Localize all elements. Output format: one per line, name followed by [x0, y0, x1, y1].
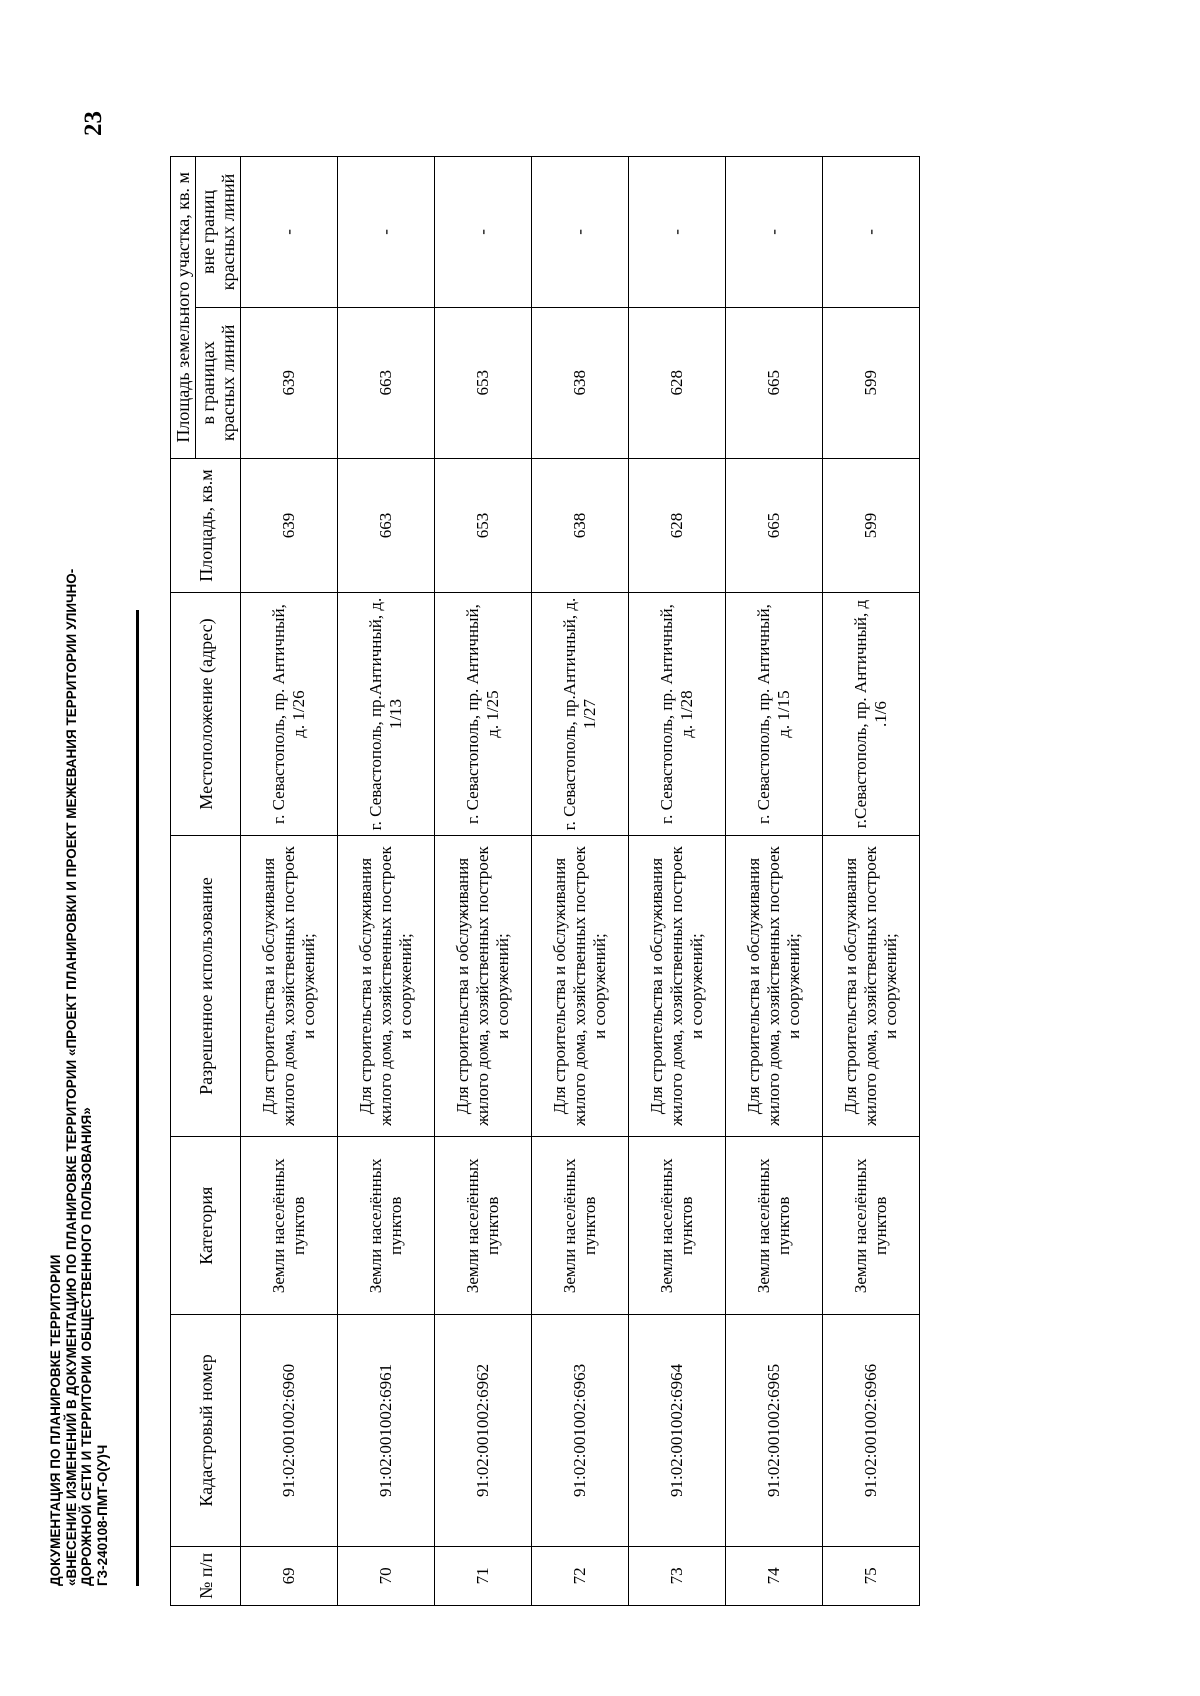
cell-outside: -: [435, 157, 532, 308]
header-outside-red-lines: вне границ красных линий: [196, 157, 241, 308]
table-header-row: [171, 157, 196, 1606]
cell-outside: -: [823, 157, 920, 308]
table-row: [823, 157, 920, 1606]
header-category: Категория: [171, 1137, 241, 1315]
cell-usage: Для строительства и обслуживания жилого дома, хозяйственных построек и сооружений;: [532, 835, 629, 1137]
header-cadastral: Кадастровый номер: [171, 1315, 241, 1547]
table-row: [241, 157, 338, 1606]
cell-usage: Для строительства и обслуживания жилого дома, хозяйственных построек и сооружений;: [823, 835, 920, 1137]
cell-category: Земли населённых пунктов: [629, 1137, 726, 1315]
document-header: [48, 386, 110, 1586]
cell-category: Земли населённых пунктов: [726, 1137, 823, 1315]
cell-cadastral: 91:02:001002:6960: [241, 1315, 338, 1547]
cell-inside: 663: [338, 307, 435, 458]
cell-outside: -: [241, 157, 338, 308]
cell-category: Земли населённых пунктов: [338, 1137, 435, 1315]
cell-num: 69: [241, 1546, 338, 1605]
cell-num: 73: [629, 1546, 726, 1605]
cell-cadastral: 91:02:001002:6963: [532, 1315, 629, 1547]
cell-area: 628: [629, 458, 726, 593]
cell-cadastral: 91:02:001002:6966: [823, 1315, 920, 1547]
header-line: ДОРОЖНОЙ СЕТИ И ТЕРРИТОРИИ ОБЩЕСТВЕННОГО ПОЛЬЗОВАНИЯ»: [79, 1107, 94, 1586]
header-num: № п/п: [171, 1546, 241, 1605]
cell-category: Земли населённых пунктов: [241, 1137, 338, 1315]
table-row: [726, 157, 823, 1606]
cell-num: 70: [338, 1546, 435, 1605]
table-row: [338, 157, 435, 1606]
header-line: ГЗ-240108-ПМТ-О(У)Ч: [94, 1444, 110, 1586]
cell-category: Земли населённых пунктов: [823, 1137, 920, 1315]
header-line: «ВНЕСЕНИЕ ИЗМЕНЕНИЙ В ДОКУМЕНТАЦИЮ ПО ПЛАНИРОВКЕ ТЕРРИТОРИИ «ПРОЕКТ ПЛАНИРОВКИ И ПРОЕКТ МЕЖЕВАНИЯ ТЕРРИТОРИИ УЛИЧНО-: [63, 568, 79, 1586]
cell-inside: 638: [532, 307, 629, 458]
cell-area: 639: [241, 458, 338, 593]
header-line: ДОКУМЕНТАЦИЯ ПО ПЛАНИРОВКЕ ТЕРРИТОРИИ: [48, 1254, 63, 1586]
land-plots-table: [170, 156, 920, 1606]
cell-outside: -: [338, 157, 435, 308]
cell-outside: -: [532, 157, 629, 308]
header-inside-red-lines: в границах красных линий: [196, 307, 241, 458]
page-number: 23: [80, 111, 107, 136]
header-plot-area: Площадь земельного участка, кв. м: [171, 157, 196, 459]
cell-usage: Для строительства и обслуживания жилого дома, хозяйственных построек и сооружений;: [338, 835, 435, 1137]
cell-location: г. Севастополь, пр. Античный, д. 1/26: [241, 593, 338, 835]
cell-inside: 653: [435, 307, 532, 458]
cell-num: 71: [435, 1546, 532, 1605]
header-area: Площадь, кв.м: [171, 458, 241, 593]
cell-area: 638: [532, 458, 629, 593]
table-row: [532, 157, 629, 1606]
header-location: Местоположение (адрес): [171, 593, 241, 835]
cell-inside: 628: [629, 307, 726, 458]
header-usage: Разрешенное использование: [171, 835, 241, 1137]
cell-inside: 599: [823, 307, 920, 458]
cell-area: 663: [338, 458, 435, 593]
cell-outside: -: [629, 157, 726, 308]
cell-area: 653: [435, 458, 532, 593]
cell-num: 72: [532, 1546, 629, 1605]
table-row: [629, 157, 726, 1606]
cell-inside: 665: [726, 307, 823, 458]
cell-cadastral: 91:02:001002:6964: [629, 1315, 726, 1547]
cell-area: 599: [823, 458, 920, 593]
cell-location: г. Севастополь, пр. Античный, д. 1/15: [726, 593, 823, 835]
cell-usage: Для строительства и обслуживания жилого дома, хозяйственных построек и сооружений;: [726, 835, 823, 1137]
cell-location: г. Севастополь, пр.Античный, д. 1/27: [532, 593, 629, 835]
header-rule: [136, 610, 139, 1586]
cell-cadastral: 91:02:001002:6965: [726, 1315, 823, 1547]
cell-cadastral: 91:02:001002:6962: [435, 1315, 532, 1547]
cell-location: г. Севастополь, пр. Античный, д. 1/25: [435, 593, 532, 835]
cell-outside: -: [726, 157, 823, 308]
cell-category: Земли населённых пунктов: [532, 1137, 629, 1315]
cell-usage: Для строительства и обслуживания жилого дома, хозяйственных построек и сооружений;: [629, 835, 726, 1137]
cell-num: 74: [726, 1546, 823, 1605]
table-row: [435, 157, 532, 1606]
cell-num: 75: [823, 1546, 920, 1605]
cell-category: Земли населённых пунктов: [435, 1137, 532, 1315]
cell-area: 665: [726, 458, 823, 593]
cell-cadastral: 91:02:001002:6961: [338, 1315, 435, 1547]
cell-usage: Для строительства и обслуживания жилого дома, хозяйственных построек и сооружений;: [241, 835, 338, 1137]
cell-location: г. Севастополь, пр. Античный, д. 1/28: [629, 593, 726, 835]
cell-usage: Для строительства и обслуживания жилого дома, хозяйственных построек и сооружений;: [435, 835, 532, 1137]
cell-inside: 639: [241, 307, 338, 458]
cell-location: г. Севастополь, пр.Античный, д. 1/13: [338, 593, 435, 835]
cell-location: г.Севастополь, пр. Античный, д .1/6: [823, 593, 920, 835]
